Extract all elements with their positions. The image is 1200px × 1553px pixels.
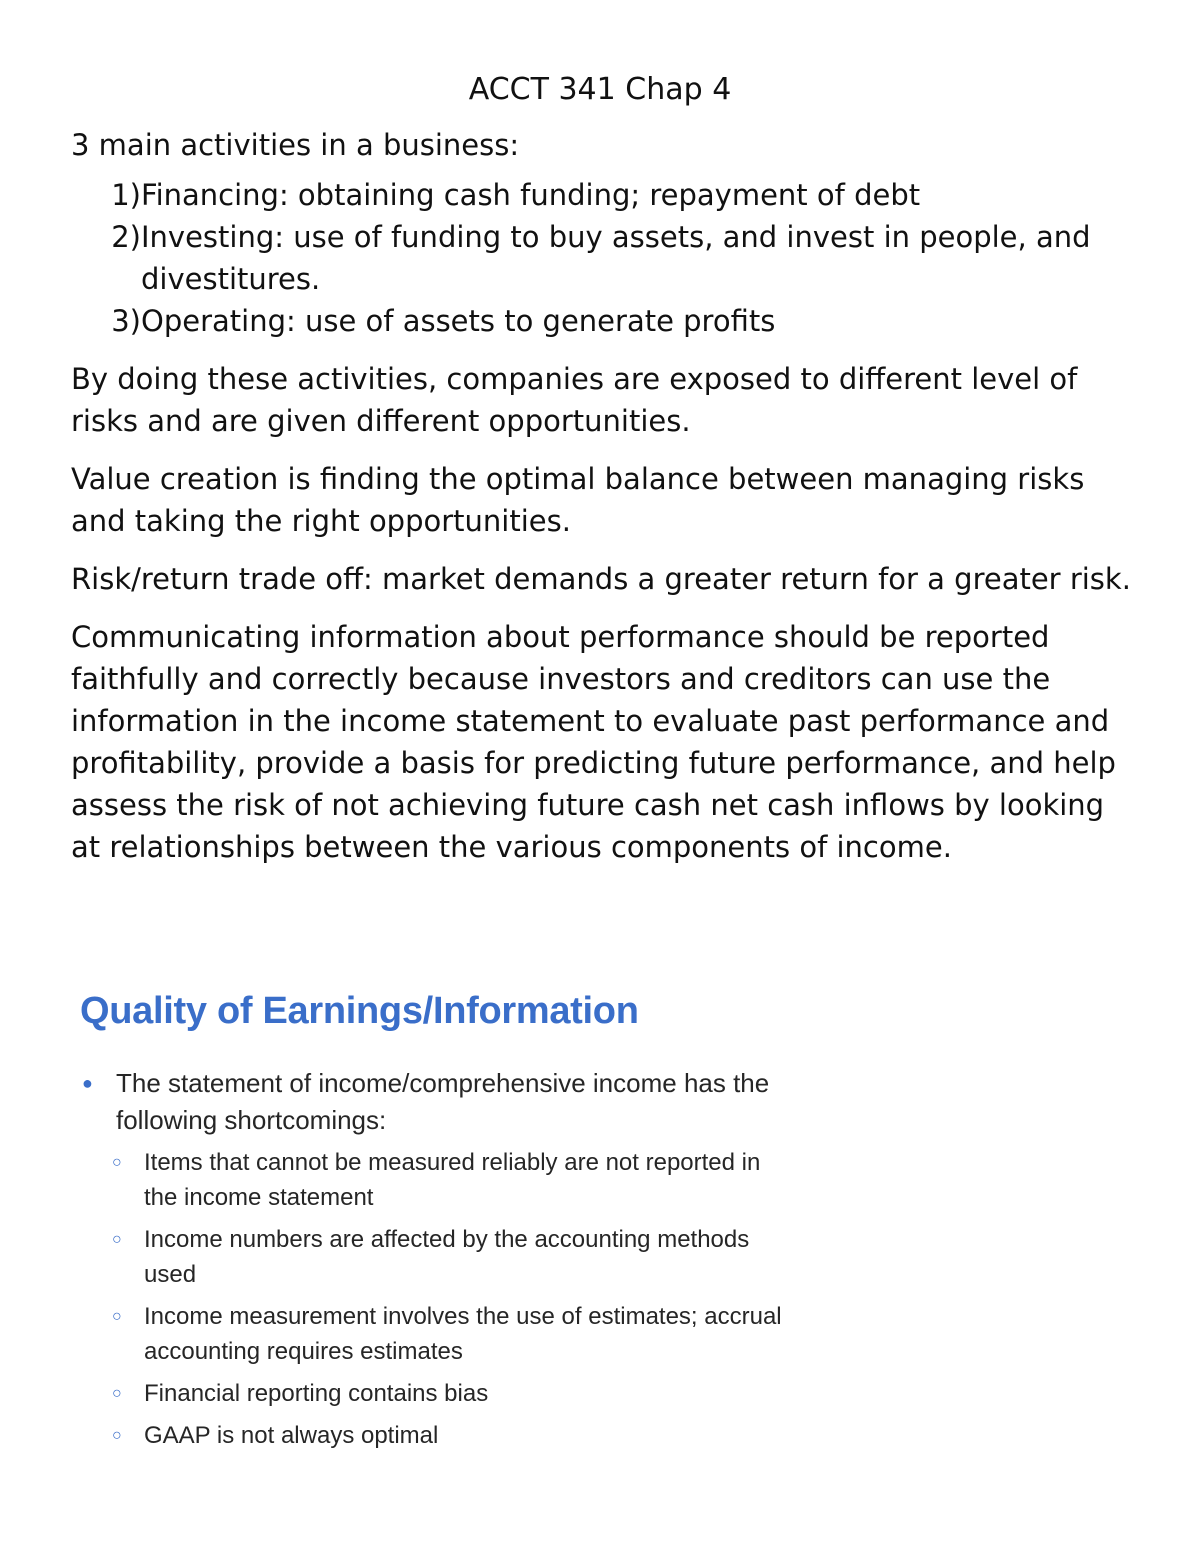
slide-sub-list xyxy=(80,1145,800,1453)
activities-list xyxy=(71,174,1141,342)
list-item xyxy=(112,1376,800,1411)
list-item xyxy=(112,1145,800,1215)
document-body xyxy=(71,68,1141,884)
paragraph-communicating: Communicating information about performance should be reported faithfully and correctly because investors and creditors can use the information in the income statement to evaluate past performance and profitability, provide a basis for predicting future performance, and help assess the risk of not achieving future cash net cash inflows by looking at relationships between the various components of income. xyxy=(71,620,1116,864)
list-item xyxy=(112,1299,800,1369)
sub-item-text: Financial reporting contains bias xyxy=(144,1380,489,1407)
slide-bullet xyxy=(80,1065,800,1139)
sub-item-text: GAAP is not always optimal xyxy=(144,1422,439,1449)
list-item xyxy=(71,216,1141,300)
list-item xyxy=(112,1418,800,1453)
paragraph-risk-return: Risk/return trade off: market demands a greater return for a greater risk. xyxy=(71,562,1131,596)
sub-item-text: Items that cannot be measured reliably are not reported in the income statement xyxy=(144,1149,761,1211)
circle-bullet-icon: ○ xyxy=(112,1231,122,1248)
paragraph-value-creation: Value creation is finding the optimal balance between managing risks and taking the right opportunities. xyxy=(71,462,1085,538)
list-item xyxy=(71,300,1141,342)
list-number: 2) xyxy=(111,220,141,254)
paragraph-risks: By doing these activities, companies are exposed to different level of risks and are given different opportunities. xyxy=(71,362,1078,438)
list-item-text: Investing: use of funding to buy assets, and invest in people, and divestitures. xyxy=(141,220,1091,296)
list-number: 3) xyxy=(111,304,141,338)
list-item xyxy=(71,174,1141,216)
document-title: ACCT 341 Chap 4 xyxy=(468,72,732,107)
intro-text: 3 main activities in a business: xyxy=(71,128,520,162)
slide-bullet-text: The statement of income/comprehensive income has the following shortcomings: xyxy=(116,1068,770,1135)
circle-bullet-icon: ○ xyxy=(112,1154,122,1171)
list-item xyxy=(112,1222,800,1292)
bullet-dot-icon: ● xyxy=(82,1073,93,1093)
embedded-slide-image xyxy=(80,985,800,1460)
sub-item-text: Income numbers are affected by the accounting methods used xyxy=(144,1226,750,1288)
circle-bullet-icon: ○ xyxy=(112,1427,122,1444)
circle-bullet-icon: ○ xyxy=(112,1385,122,1402)
list-item-text: Operating: use of assets to generate profits xyxy=(141,304,776,338)
list-item-text: Financing: obtaining cash funding; repayment of debt xyxy=(141,178,921,212)
slide-title: Quality of Earnings/Information xyxy=(80,990,639,1032)
sub-item-text: Income measurement involves the use of estimates; accrual accounting requires estimates xyxy=(144,1303,782,1365)
list-number: 1) xyxy=(111,178,141,212)
circle-bullet-icon: ○ xyxy=(112,1308,122,1325)
